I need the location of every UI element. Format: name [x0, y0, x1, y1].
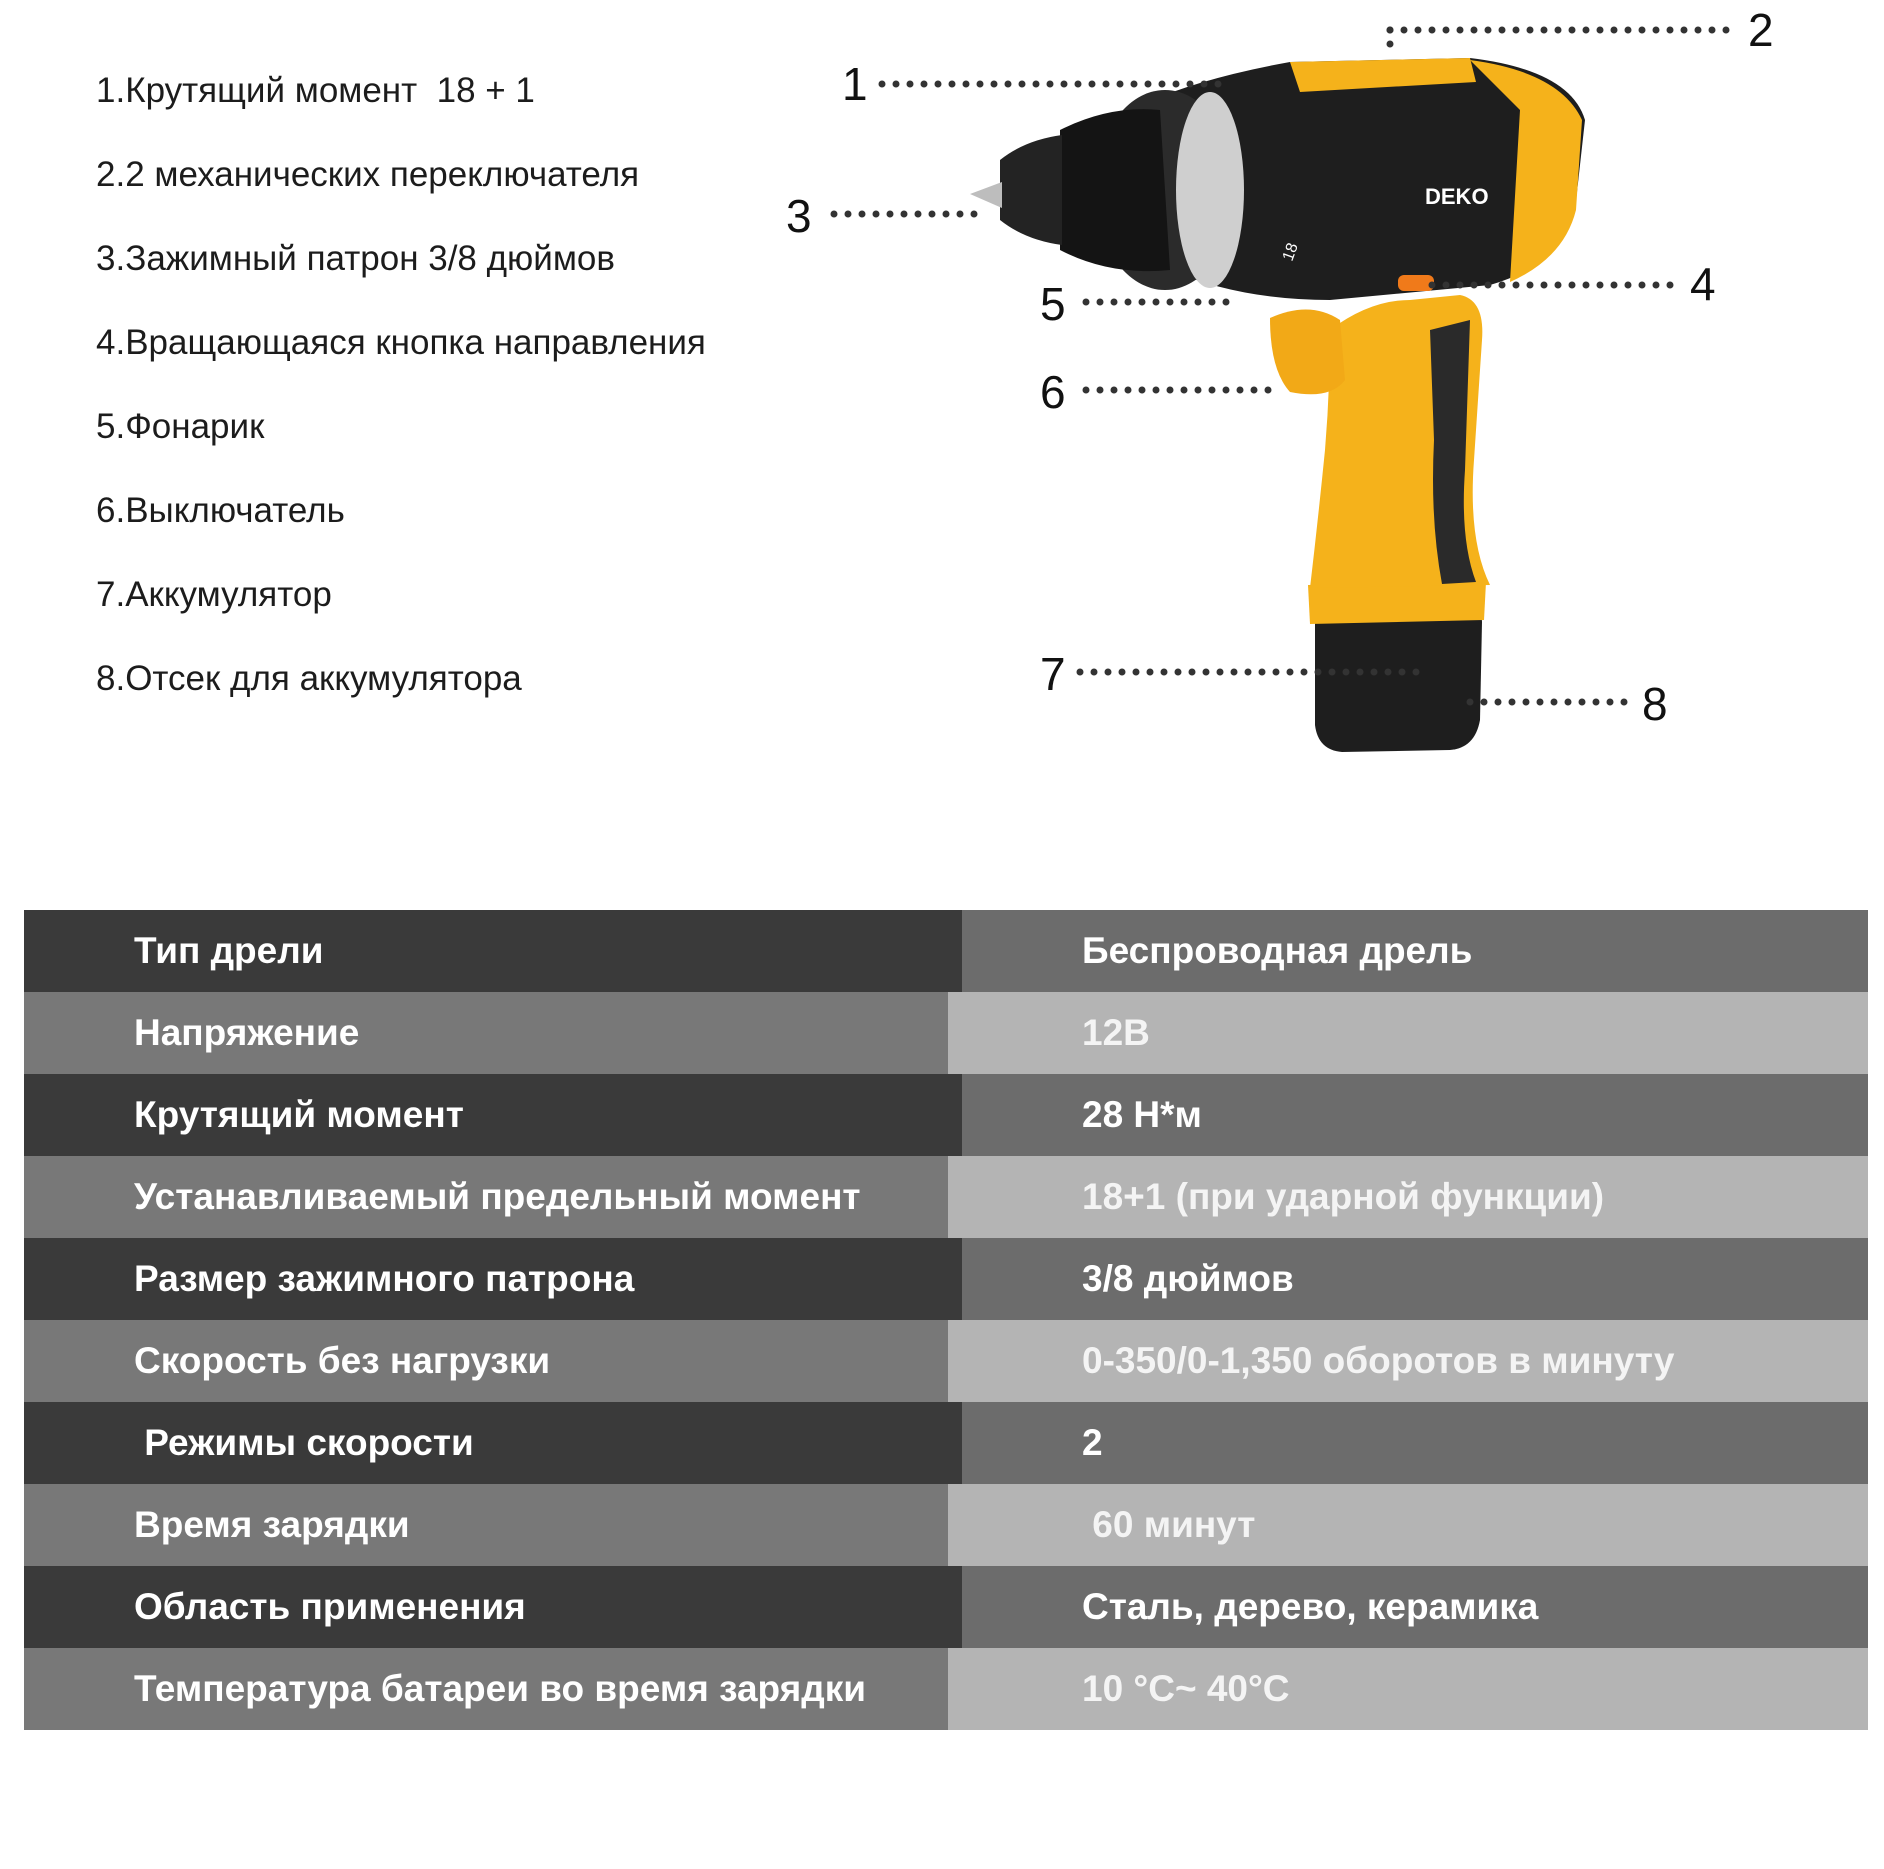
- drill-chuck-marking: 18: [1279, 240, 1302, 264]
- spec-label: Устанавливаемый предельный момент: [24, 1156, 948, 1238]
- drill-battery-collar: [1308, 582, 1486, 624]
- drill-brand-logo: DEKO: [1425, 184, 1489, 209]
- spec-value: Сталь, дерево, керамика: [962, 1566, 1868, 1648]
- drill-bit-tip: [970, 182, 1002, 208]
- drill-chuck-nose: [1000, 135, 1062, 245]
- drill-battery: [1315, 605, 1482, 752]
- spec-value: 28 Н*м: [962, 1074, 1868, 1156]
- spec-row: [24, 1156, 1868, 1238]
- drill-trigger: [1270, 309, 1345, 394]
- spec-row: [24, 1238, 1868, 1320]
- feature-item: 8.Отсек для аккумулятора: [96, 659, 522, 698]
- feature-item: 5.Фонарик: [96, 407, 265, 446]
- spec-value: 10 °С~ 40°С: [948, 1648, 1868, 1730]
- spec-row: [24, 1402, 1868, 1484]
- drill-collar-ring: [1176, 92, 1244, 288]
- feature-item: 1.Крутящий момент 18 + 1: [96, 71, 535, 110]
- feature-item: 4.Вращающаяся кнопка направления: [96, 323, 706, 362]
- spec-row: [24, 992, 1868, 1074]
- spec-label: Размер зажимного патрона: [24, 1238, 962, 1320]
- spec-value: 18+1 (при ударной функции): [948, 1156, 1868, 1238]
- spec-value: 3/8 дюймов: [962, 1238, 1868, 1320]
- feature-item: 6.Выключатель: [96, 491, 345, 530]
- callout-7: 7: [1040, 648, 1066, 700]
- callout-4: 4: [1690, 258, 1716, 310]
- spec-value: 0-350/0-1,350 оборотов в минуту: [948, 1320, 1868, 1402]
- spec-label: Напряжение: [24, 992, 948, 1074]
- spec-value: 2: [962, 1402, 1868, 1484]
- callout-3: 3: [786, 190, 812, 242]
- spec-value: 12В: [948, 992, 1868, 1074]
- drill-illustration: [770, 0, 1884, 780]
- spec-row: [24, 1074, 1868, 1156]
- callout-2: 2: [1748, 4, 1774, 56]
- spec-row: [24, 1648, 1868, 1730]
- drill-direction-button: [1398, 275, 1434, 291]
- spec-label: Тип дрели: [24, 910, 962, 992]
- spec-label: Режимы скорости: [24, 1402, 962, 1484]
- feature-item: 2.2 механических переключателя: [96, 155, 640, 194]
- spec-value: 60 минут: [948, 1484, 1868, 1566]
- drill-figure: [770, 0, 1884, 780]
- spec-row: [24, 1320, 1868, 1402]
- spec-row: [24, 1484, 1868, 1566]
- spec-table: [24, 910, 1868, 1732]
- callout-8: 8: [1642, 678, 1668, 730]
- feature-item: 3.Зажимный патрон 3/8 дюймов: [96, 239, 615, 278]
- spec-value: Беспроводная дрель: [962, 910, 1868, 992]
- callout-6: 6: [1040, 366, 1066, 418]
- spec-label: Область применения: [24, 1566, 962, 1648]
- feature-list: [96, 70, 706, 742]
- spec-label: Крутящий момент: [24, 1074, 962, 1156]
- spec-row: [24, 910, 1868, 992]
- feature-item: 7.Аккумулятор: [96, 575, 332, 614]
- spec-label: Скорость без нагрузки: [24, 1320, 948, 1402]
- spec-row: [24, 1566, 1868, 1648]
- callout-1: 1: [842, 58, 868, 110]
- spec-label: Температура батареи во время зарядки: [24, 1648, 948, 1730]
- callout-5: 5: [1040, 278, 1066, 330]
- drill-chuck: [1060, 109, 1170, 271]
- spec-label: Время зарядки: [24, 1484, 948, 1566]
